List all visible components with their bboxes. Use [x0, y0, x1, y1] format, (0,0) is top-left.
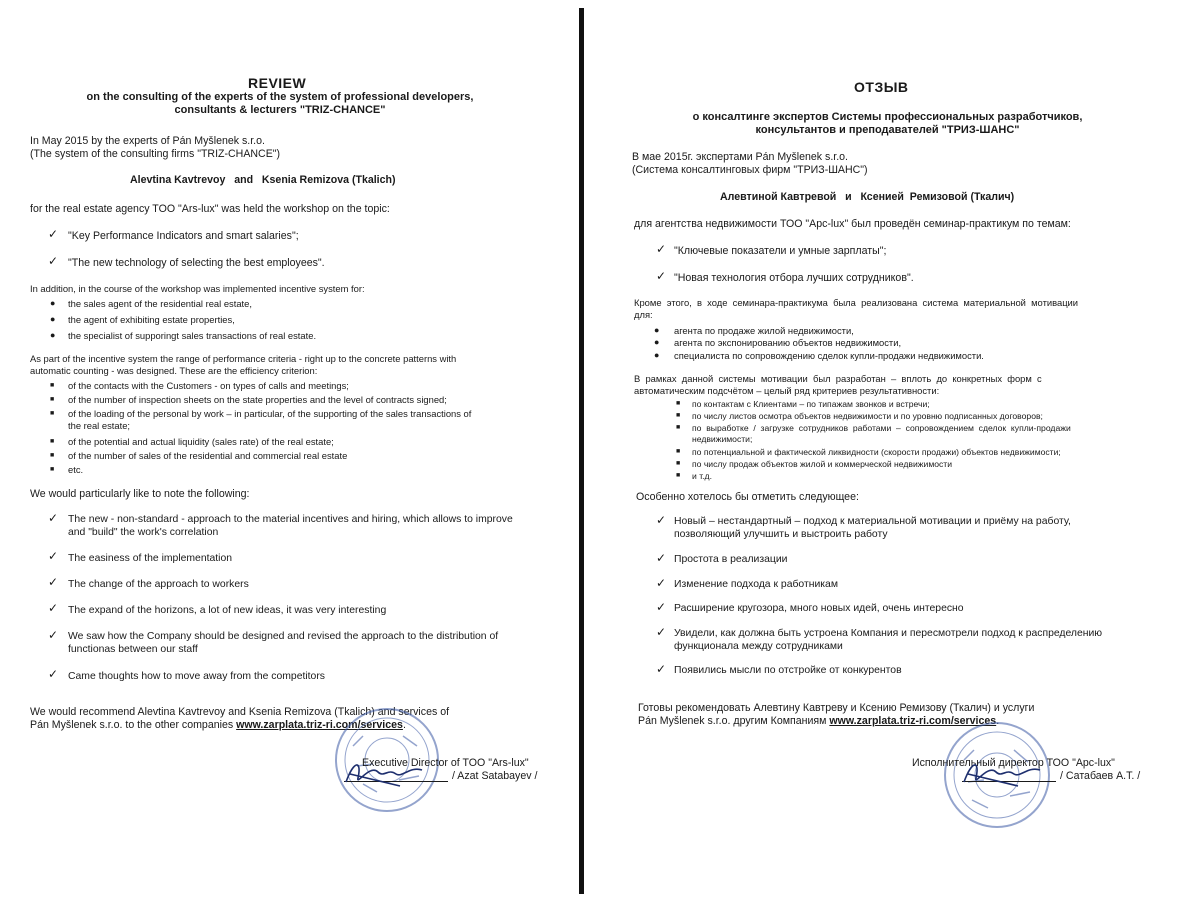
note-item-continued: позволяющий улучшить и выстроить работу	[674, 529, 888, 540]
recommend-end: .	[402, 719, 406, 731]
check-mark-icon: ✓	[656, 551, 667, 565]
handwritten-signature-icon	[958, 752, 1048, 792]
bullet-icon: ■	[50, 466, 55, 473]
check-mark-icon: ✓	[656, 242, 667, 256]
note-item-continued: and "build" the work's correlation	[68, 527, 219, 538]
criteria-intro-line-2: автоматическим подсчётом – целый ряд критериев результативности:	[634, 385, 940, 396]
expert-names: Алевтиной Кавтревой и Ксенией Ремизовой (Ткалич)	[720, 191, 1015, 203]
note-item: Расширение кругозора, много новых идей, очень интересно	[674, 603, 964, 614]
check-mark-icon: ✓	[48, 549, 59, 563]
check-mark-icon: ✓	[48, 628, 59, 642]
criteria-item: по числу продаж объектов жилой и коммерческой недвижимости	[692, 459, 953, 469]
check-mark-icon: ✓	[48, 254, 59, 268]
criteria-item: и т.д.	[692, 471, 712, 481]
incentive-item: агента по продаже жилой недвижимости,	[674, 325, 854, 336]
note-item: The change of the approach to workers	[68, 579, 249, 590]
workshop-line: for the real estate agency TOO "Ars-lux" was held the workshop on the topic:	[30, 203, 390, 215]
check-mark-icon: ✓	[656, 625, 667, 639]
page-subtitle-line-2: консультантов и преподавателей "ТРИЗ-ШАНС"	[755, 124, 1020, 136]
criteria-item: of the potential and actual liquidity (sales rate) of the real estate;	[68, 436, 334, 447]
criteria-item: по потенциальной и фактической ликвидности (скорости продажи) объектов недвижимости;	[692, 447, 1061, 457]
bullet-icon: ■	[676, 400, 681, 407]
notes-intro: We would particularly like to note the following:	[30, 488, 250, 500]
incentive-item: the specialist of supporingt sales transactions of real estate.	[68, 330, 317, 341]
note-item: Увидели, как должна быть устроена Компания и пересмотрели подход к распределению	[674, 628, 1103, 639]
criteria-item: etc.	[68, 464, 84, 475]
incentive-intro-line-1: Кроме этого, в ходе семинара-практикума была реализована система материальной мотивации	[634, 297, 1079, 308]
criteria-item: of the loading of the personal by work – in particular, of the supporting of the sales transactions of	[68, 408, 472, 419]
check-mark-icon: ✓	[48, 575, 59, 589]
note-item-continued: functionas between our staff	[68, 644, 198, 655]
criteria-item: по числу листов осмотра объектов недвижимости и по уровню подписанных договоров;	[692, 411, 1043, 421]
services-link[interactable]: www.zarplata.triz-ri.com/services	[236, 719, 403, 731]
criteria-item: of the number of sales of the residential and commercial real estate	[68, 450, 348, 461]
english-review-page	[0, 0, 578, 900]
note-item: The easiness of the implementation	[68, 553, 233, 564]
check-mark-icon: ✓	[656, 513, 667, 527]
incentive-item: агента по экспонированию объектов недвижимости,	[674, 337, 902, 348]
incentive-item: специалиста по сопровождению сделок купли-продажи недвижимости.	[674, 350, 984, 361]
bullet-icon: ■	[676, 448, 681, 455]
topic-item: "Новая технология отбора лучших сотрудников".	[674, 272, 914, 284]
topic-item: "The new technology of selecting the best employees".	[68, 257, 325, 269]
bullet-icon: ■	[50, 396, 55, 403]
topic-item: "Key Performance Indicators and smart salaries";	[68, 230, 299, 242]
signature-name: / Azat Satabayev /	[452, 770, 538, 782]
page-divider	[579, 8, 584, 894]
services-link[interactable]: www.zarplata.triz-ri.com/services	[829, 715, 997, 727]
note-item: Простота в реализации	[674, 554, 788, 565]
page-title: REVIEW	[248, 75, 307, 91]
signature-name: / Сатабаев А.Т. /	[1060, 770, 1141, 782]
bullet-icon: ●	[654, 350, 660, 360]
check-mark-icon: ✓	[48, 227, 59, 241]
signature-title: Исполнительный директор ТОО "Арс-lux"	[912, 757, 1115, 769]
recommend-text: Pán Myšlenek s.r.o. другим Компаниям	[638, 715, 830, 727]
note-item: Came thoughts how to move away from the competitors	[68, 671, 325, 682]
bullet-icon: ■	[676, 472, 681, 479]
check-mark-icon: ✓	[656, 269, 667, 283]
criteria-item: of the number of inspection sheets on the state properties and the level of contracts signed;	[68, 394, 447, 405]
handwritten-signature-icon	[340, 752, 430, 792]
bullet-icon: ●	[654, 325, 660, 335]
incentive-item: the agent of exhibiting estate properties,	[68, 314, 235, 325]
russian-review-page	[590, 0, 1198, 900]
bullet-icon: ■	[50, 382, 55, 389]
intro-line-1: In May 2015 by the experts of Pán Myšlenek s.r.o.	[30, 135, 265, 147]
check-mark-icon: ✓	[48, 601, 59, 615]
incentive-intro: In addition, in the course of the workshop was implemented incentive system for:	[30, 283, 365, 294]
criteria-item: по контактам с Клиентами – по типажам звонков и встречи;	[692, 399, 930, 409]
page-subtitle-line-2: consultants & lecturers "TRIZ-CHANCE"	[174, 104, 386, 116]
recommend-line-1: We would recommend Alevtina Kavtrevoy and Ksenia Remizova (Tkalich) and services of	[30, 706, 450, 718]
note-item: The new - non-standard - approach to the material incentives and hiring, which allows to improve	[68, 514, 513, 525]
recommend-line-1: Готовы рекомендовать Алевтину Кавтреву и Ксению Ремизову (Ткалич) и услуги	[638, 702, 1035, 714]
check-mark-icon: ✓	[48, 667, 59, 681]
workshop-line: для агентства недвижимости ТОО "Арс-lux" был проведён семинар-практикум по темам:	[634, 218, 1071, 230]
bullet-icon: ●	[50, 330, 56, 340]
criteria-item: по выработке / загрузке сотрудников работами – сопровождением сделок купли-продажи	[692, 423, 1071, 433]
notes-intro: Особенно хотелось бы отметить следующее:	[636, 491, 859, 503]
recommend-text: Pán Myšlenek s.r.o. to the other companies	[30, 719, 237, 731]
bullet-icon: ■	[676, 424, 681, 431]
criteria-intro-line-1: As part of the incentive system the range of performance criteria - right up to the concrete patterns with	[30, 353, 457, 364]
intro-line-2: (Система консалтинговых фирм "ТРИЗ-ШАНС")	[632, 164, 868, 176]
bullet-icon: ■	[50, 438, 55, 445]
bullet-icon: ●	[50, 298, 56, 308]
note-item: We saw how the Company should be designed and revised the approach to the distribution of	[68, 631, 499, 642]
criteria-intro-line-1: В рамках данной системы мотивации был разработан – вплоть до конкретных форм с	[634, 373, 1042, 384]
page-subtitle-line-1: о консалтинге экспертов Системы профессиональных разработчиков,	[692, 111, 1083, 123]
check-mark-icon: ✓	[656, 576, 667, 590]
intro-line-2: (The system of the consulting firms "TRIZ-CHANCE")	[30, 148, 281, 160]
bullet-icon: ■	[50, 452, 55, 459]
bullet-icon: ■	[50, 410, 55, 417]
note-item-continued: функционала между сотрудниками	[674, 641, 843, 652]
note-item: The expand of the horizons, a lot of new ideas, it was very interesting	[68, 605, 387, 616]
check-mark-icon: ✓	[656, 662, 667, 676]
page-subtitle-line-1: on the consulting of the experts of the system of professional developers,	[86, 91, 474, 103]
note-item: Изменение подхода к работникам	[674, 579, 838, 590]
criteria-item-continued: недвижимости;	[692, 434, 753, 444]
page-title: ОТЗЫВ	[854, 79, 909, 95]
incentive-intro-line-2: для:	[634, 309, 653, 320]
check-mark-icon: ✓	[656, 600, 667, 614]
signature-title: Executive Director of TOO "Ars-lux"	[362, 757, 529, 769]
incentive-item: the sales agent of the residential real estate,	[68, 298, 252, 309]
topic-item: "Ключевые показатели и умные зарплаты";	[674, 245, 887, 257]
bullet-icon: ●	[50, 314, 56, 324]
expert-names: Alevtina Kavtrevoy and Ksenia Remizova (Tkalich)	[130, 174, 396, 186]
criteria-intro-line-2: automatic counting - was designed. These are the efficiency criterion:	[30, 365, 318, 376]
note-item: Появились мысли по отстройке от конкурентов	[674, 665, 902, 676]
intro-line-1: В мае 2015г. экспертами Pán Myšlenek s.r.o.	[632, 151, 848, 163]
note-item: Новый – нестандартный – подход к материальной мотивации и приёму на работу,	[674, 516, 1071, 527]
bullet-icon: ■	[676, 460, 681, 467]
criteria-item-continued: the real estate;	[68, 420, 131, 431]
check-mark-icon: ✓	[48, 511, 59, 525]
bullet-icon: ●	[654, 337, 660, 347]
bullet-icon: ■	[676, 412, 681, 419]
recommend-end: .	[996, 715, 1000, 727]
criteria-item: of the contacts with the Customers - on types of calls and meetings;	[68, 380, 349, 391]
